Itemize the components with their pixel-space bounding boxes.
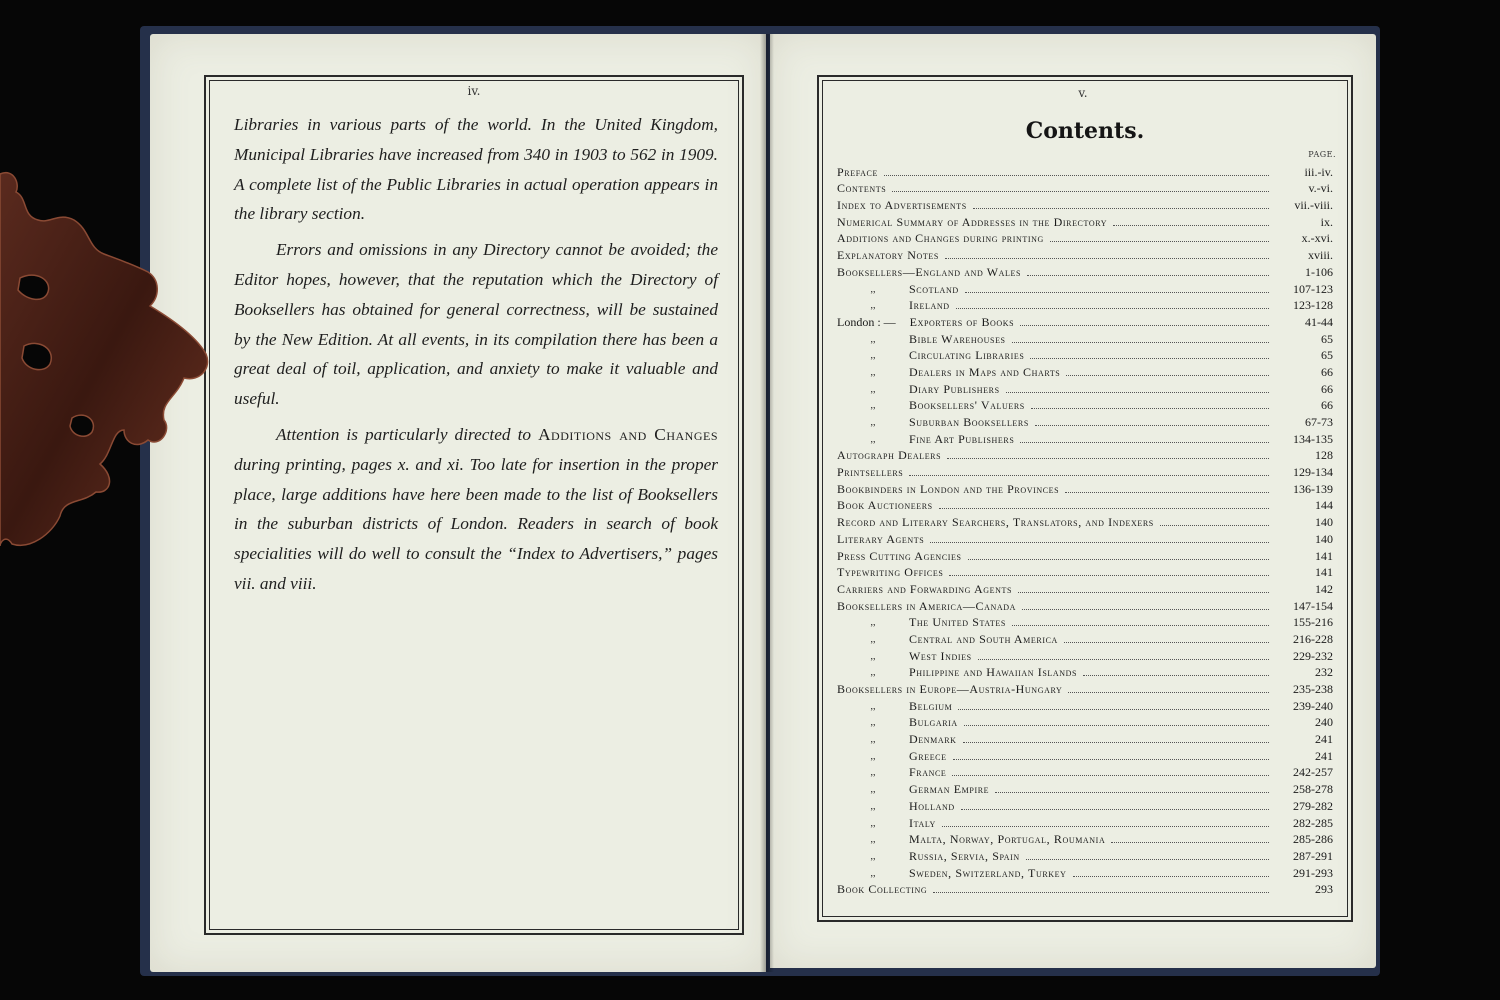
- paragraph-3-lead: Attention is particularly directed to: [276, 424, 532, 444]
- toc-entry-label: West Indies: [909, 648, 972, 663]
- ditto-mark: ,,: [870, 283, 876, 295]
- dot-leader: [963, 742, 1269, 743]
- toc-entry-page: xviii.: [1307, 248, 1333, 263]
- toc-entry-page: 67-73: [1305, 415, 1333, 429]
- toc-entry-page: vii.-viii.: [1294, 198, 1333, 213]
- toc-entry-label: Book Collecting: [837, 882, 928, 897]
- toc-entry-label: Denmark: [909, 732, 957, 747]
- page-column-header: PAGE.: [1308, 150, 1336, 159]
- paragraph-2: Errors and omissions in any Directory cannot be avoided; the Editor hopes, however, that the reputation which the Directory of Booksellers has obtained for general correctness, will be sustained by the New Edition. At all events, in its compilation there has been a great deal of toil, application, and anxiety to make it valuable and useful.: [234, 240, 718, 409]
- toc-entry-label: Circulating Libraries: [909, 348, 1025, 363]
- dot-leader: [1035, 425, 1269, 426]
- toc-entry: [837, 229, 1333, 246]
- toc-entry-page: 241: [1315, 748, 1333, 763]
- toc-entry-page: 142: [1315, 581, 1333, 596]
- toc-entry-label: Printsellers: [837, 465, 904, 480]
- toc-entry-label: Index to Advertisements: [837, 198, 967, 213]
- toc-entry: [837, 629, 1333, 646]
- toc-entry-page: 287-291: [1293, 848, 1333, 863]
- toc-entry-page: x.-xvi.: [1301, 231, 1333, 246]
- toc-entry-label: Autograph Dealers: [837, 448, 942, 463]
- paragraph-3-rest: during printing, pages x. and xi. Too late for insertion in the proper place, large additions have here been made to the list of Booksellers in the suburban districts of London. Readers in search of book specialities will do well to consult the “Index to Advertisers,” pages vii. and viii.: [234, 454, 718, 593]
- toc-entry: [837, 412, 1333, 429]
- toc-entry-label: Dealers in Maps and Charts: [909, 364, 1061, 379]
- toc-entry-page: 258-278: [1293, 782, 1333, 797]
- dot-leader: [958, 709, 1269, 710]
- toc-entry-page: 1-106: [1305, 264, 1333, 279]
- toc-group-label: London : —: [837, 314, 896, 329]
- toc-entry-page: 229-232: [1293, 648, 1333, 663]
- dot-leader: [1160, 525, 1269, 526]
- toc-entry-page: 235-238: [1293, 682, 1333, 696]
- ditto-mark: ,,: [870, 767, 876, 779]
- toc-entry-label: Numerical Summary of Addresses in the Directory: [837, 214, 1108, 229]
- dot-leader: [956, 308, 1269, 309]
- dot-leader: [1065, 492, 1269, 493]
- toc-entry-page: 41-44: [1305, 314, 1333, 329]
- toc-entry-label: Ireland: [909, 298, 950, 313]
- toc-entry: [837, 396, 1333, 413]
- toc-entry: [837, 462, 1333, 479]
- toc-entry: [837, 296, 1333, 313]
- toc-entry-page: 144: [1315, 498, 1333, 513]
- ditto-mark: ,,: [870, 667, 876, 679]
- toc-entry: [837, 262, 1333, 279]
- toc-entry-label: Belgium: [909, 698, 953, 713]
- toc-entry: [837, 663, 1333, 680]
- dot-leader: [942, 826, 1269, 827]
- dot-leader: [995, 792, 1269, 793]
- dot-leader: [1027, 275, 1269, 276]
- toc-entry-label: Central and South America: [909, 631, 1058, 646]
- toc-entry-label: Explanatory Notes: [837, 248, 939, 263]
- toc-entry-label: Malta, Norway, Portugal, Roumania: [909, 832, 1106, 847]
- toc-entry-label: Preface: [837, 164, 878, 179]
- toc-entry-label: Suburban Booksellers: [909, 415, 1029, 429]
- toc-entry: [837, 613, 1333, 630]
- ditto-mark: ,,: [870, 834, 876, 846]
- dot-leader: [1111, 842, 1269, 843]
- dot-leader: [884, 175, 1269, 176]
- toc-entry: [837, 245, 1333, 262]
- toc-entry: [837, 846, 1333, 863]
- toc-entry-label: Typewriting Offices: [837, 565, 944, 580]
- toc-entry: [837, 362, 1333, 379]
- dot-leader: [968, 559, 1269, 560]
- paragraph-1: Libraries in various parts of the world. In the United Kingdom, Municipal Libraries have increased from 340 in 1903 to 562 in 1909. A complete list of the Public Libraries in actual operation appears in the library section.: [234, 115, 718, 224]
- toc-entry: [837, 479, 1333, 496]
- toc-entry: [837, 880, 1333, 897]
- dot-leader: [1006, 392, 1269, 393]
- ditto-mark: ,,: [870, 400, 876, 412]
- paragraph-3: [234, 420, 718, 599]
- ditto-mark: ,,: [870, 850, 876, 862]
- dot-leader: [939, 508, 1269, 509]
- toc-entry-label: Booksellers—England and Wales: [837, 264, 1022, 279]
- toc-entry: [837, 179, 1333, 196]
- toc-entry-page: 65: [1321, 331, 1333, 346]
- toc-entry: [837, 346, 1333, 363]
- toc-entry: [837, 512, 1333, 529]
- dot-leader: [1064, 642, 1269, 643]
- toc-entry: [837, 863, 1333, 880]
- contents-list: [837, 162, 1333, 896]
- ditto-mark: ,,: [870, 300, 876, 312]
- toc-entry-label: Bookbinders in London and the Provinces: [837, 481, 1060, 496]
- toc-entry-page: 128: [1315, 448, 1333, 463]
- dot-leader: [953, 759, 1269, 760]
- dot-leader: [973, 208, 1269, 209]
- toc-entry: [837, 696, 1333, 713]
- toc-entry-label: Book Auctioneers: [837, 498, 933, 513]
- toc-entry-label: France: [909, 765, 947, 780]
- dot-leader: [949, 575, 1269, 576]
- dot-leader: [909, 475, 1269, 476]
- toc-entry: [837, 579, 1333, 596]
- toc-entry-label: The United States: [909, 615, 1006, 630]
- ditto-mark: ,,: [870, 433, 876, 445]
- toc-entry-label: Sweden, Switzerland, Turkey: [909, 865, 1067, 880]
- toc-entry: [837, 529, 1333, 546]
- left-page-number: iv.: [467, 84, 481, 98]
- toc-entry-page: 242-257: [1293, 765, 1333, 780]
- ditto-mark: ,,: [870, 750, 876, 762]
- toc-entry-page: 291-293: [1293, 865, 1333, 880]
- toc-entry-page: 293: [1315, 882, 1333, 897]
- toc-entry: [837, 596, 1333, 613]
- ditto-mark: ,,: [870, 417, 876, 428]
- toc-entry-page: 65: [1321, 348, 1333, 363]
- dot-leader: [1020, 442, 1269, 443]
- ditto-mark: ,,: [870, 734, 876, 746]
- book-gutter: [760, 34, 774, 972]
- dot-leader: [1018, 592, 1269, 593]
- dot-leader: [1026, 859, 1269, 860]
- dot-leader: [1031, 408, 1269, 409]
- toc-entry: [837, 713, 1333, 730]
- toc-entry-page: 141: [1315, 565, 1333, 580]
- dot-leader: [933, 892, 1269, 893]
- toc-entry: [837, 763, 1333, 780]
- ditto-mark: ,,: [870, 800, 876, 812]
- dot-leader: [952, 775, 1269, 776]
- ditto-mark: ,,: [870, 383, 876, 395]
- dot-leader: [1066, 375, 1269, 376]
- dot-leader: [964, 725, 1269, 726]
- dot-leader: [1030, 358, 1269, 359]
- toc-entry: [837, 212, 1333, 229]
- preface-text: [234, 110, 718, 605]
- dot-leader: [1083, 675, 1269, 676]
- toc-entry-page: 239-240: [1293, 698, 1333, 713]
- toc-entry-page: 232: [1315, 665, 1333, 680]
- dot-leader: [1022, 609, 1269, 610]
- toc-entry: [837, 546, 1333, 563]
- toc-entry: [837, 162, 1333, 179]
- toc-entry-page: 129-134: [1293, 465, 1333, 480]
- toc-entry-page: ix.: [1320, 214, 1333, 229]
- ditto-mark: ,,: [870, 784, 876, 796]
- toc-entry: [837, 312, 1333, 329]
- toc-entry-label: Holland: [909, 798, 955, 813]
- toc-entry-label: Bulgaria: [909, 715, 958, 730]
- toc-entry-label: Russia, Servia, Spain: [909, 848, 1020, 863]
- toc-entry: [837, 446, 1333, 463]
- toc-entry-page: 282-285: [1293, 815, 1333, 830]
- toc-entry-page: 66: [1321, 364, 1333, 379]
- toc-entry: [837, 729, 1333, 746]
- dot-leader: [1113, 225, 1269, 226]
- toc-entry-label: Carriers and Forwarding Agents: [837, 581, 1013, 596]
- toc-entry-label: Booksellers in Europe—Austria-Hungary: [837, 682, 1063, 696]
- toc-entry: [837, 379, 1333, 396]
- toc-entry-page: 140: [1315, 515, 1333, 530]
- toc-entry-page: 279-282: [1293, 798, 1333, 813]
- toc-entry-page: 136-139: [1293, 481, 1333, 496]
- toc-entry-page: 216-228: [1293, 631, 1333, 646]
- bookmark-clip-icon: [0, 168, 212, 553]
- toc-entry: [837, 830, 1333, 847]
- dot-leader: [947, 458, 1269, 459]
- ditto-mark: ,,: [870, 650, 876, 662]
- toc-entry-page: v.-vi.: [1308, 181, 1333, 196]
- toc-entry: [837, 796, 1333, 813]
- toc-entry-page: 241: [1315, 732, 1333, 747]
- ditto-mark: ,,: [870, 366, 876, 378]
- toc-entry-label: Literary Agents: [837, 531, 925, 546]
- dot-leader: [1012, 342, 1269, 343]
- dot-leader: [965, 292, 1269, 293]
- ditto-mark: ,,: [870, 633, 876, 645]
- toc-entry-label: Fine Art Publishers: [909, 431, 1015, 446]
- toc-entry: [837, 779, 1333, 796]
- toc-entry: [837, 563, 1333, 580]
- toc-entry-label: German Empire: [909, 782, 990, 797]
- toc-entry: [837, 329, 1333, 346]
- toc-entry-label: Philippine and Hawaiian Islands: [909, 665, 1078, 680]
- toc-entry: [837, 813, 1333, 830]
- toc-entry-page: 147-154: [1293, 598, 1333, 613]
- right-page-number: v.: [1078, 86, 1088, 100]
- ditto-mark: ,,: [870, 867, 876, 879]
- toc-entry-page: 123-128: [1293, 298, 1333, 313]
- toc-entry: [837, 195, 1333, 212]
- toc-entry-page: 66: [1321, 381, 1333, 396]
- toc-entry-label: Additions and Changes during printing: [837, 231, 1044, 246]
- toc-entry: [837, 429, 1333, 446]
- toc-entry-page: 107-123: [1293, 281, 1333, 296]
- toc-entry: [837, 679, 1333, 696]
- toc-entry-label: Bible Warehouses: [909, 331, 1006, 346]
- toc-entry-page: 140: [1315, 531, 1333, 546]
- dot-leader: [930, 542, 1269, 543]
- toc-entry-label: Contents: [837, 181, 887, 196]
- dot-leader: [1073, 876, 1269, 877]
- toc-entry: [837, 279, 1333, 296]
- ditto-mark: ,,: [870, 817, 876, 829]
- toc-entry-page: 66: [1321, 398, 1333, 413]
- ditto-mark: ,,: [870, 717, 876, 729]
- toc-entry: [837, 646, 1333, 663]
- toc-entry-page: 134-135: [1293, 431, 1333, 446]
- dot-leader: [978, 659, 1269, 660]
- toc-entry-page: 155-216: [1293, 615, 1333, 630]
- ditto-mark: ,,: [870, 617, 876, 629]
- toc-entry-label: Booksellers in America—Canada: [837, 598, 1016, 613]
- toc-entry-label: Press Cutting Agencies: [837, 548, 962, 563]
- toc-entry-label: Italy: [909, 815, 936, 830]
- dot-leader: [1012, 625, 1269, 626]
- dot-leader: [1068, 692, 1269, 693]
- ditto-mark: ,,: [870, 333, 876, 345]
- toc-entry-page: 240: [1315, 715, 1333, 730]
- toc-entry-page: 285-286: [1293, 832, 1333, 847]
- additions-and-changes-label: Additions and Changes: [538, 424, 718, 444]
- dot-leader: [892, 191, 1269, 192]
- toc-entry: [837, 496, 1333, 513]
- dot-leader: [945, 258, 1269, 259]
- dot-leader: [961, 809, 1269, 810]
- toc-entry-label: Greece: [909, 748, 947, 763]
- toc-entry-label: Record and Literary Searchers, Translators, and Indexers: [837, 515, 1154, 530]
- ditto-mark: ,,: [870, 350, 876, 362]
- toc-entry-page: 141: [1315, 548, 1333, 563]
- toc-entry: [837, 746, 1333, 763]
- toc-entry-label: Diary Publishers: [909, 381, 1000, 396]
- ditto-mark: ,,: [870, 700, 876, 712]
- toc-entry-page: iii.-iv.: [1304, 164, 1333, 179]
- toc-entry-label: Scotland: [909, 281, 959, 296]
- dot-leader: [1050, 241, 1269, 242]
- dot-leader: [1020, 325, 1269, 326]
- contents-title: Contents.: [1025, 118, 1145, 144]
- toc-entry-label: Exporters of Books: [909, 314, 1015, 329]
- toc-entry-label: Booksellers' Valuers: [909, 398, 1025, 413]
